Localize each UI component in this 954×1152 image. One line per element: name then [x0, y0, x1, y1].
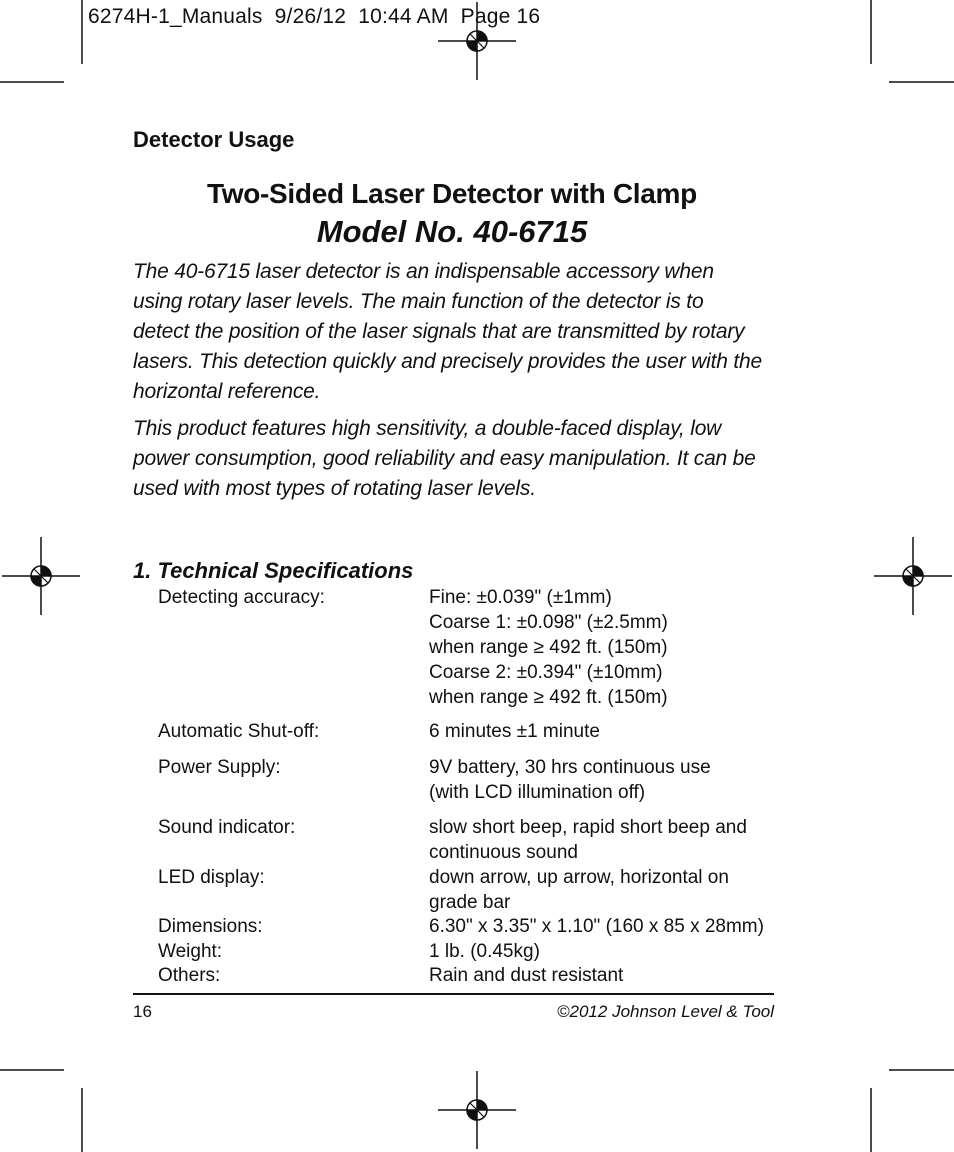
spec-values	[429, 939, 789, 964]
spec-values	[429, 865, 789, 915]
spec-values	[429, 963, 789, 988]
spec-label: Detecting accuracy:	[158, 587, 325, 608]
registration-mark-right	[874, 537, 952, 615]
paragraph-line: The 40-6715 laser detector is an indispensable accessory when	[133, 260, 714, 283]
paragraph-line: used with most types of rotating laser levels.	[133, 477, 536, 500]
spec-label: Sound indicator:	[158, 817, 296, 838]
spec-values	[429, 755, 789, 805]
spec-value: 6 minutes ±1 minute	[429, 721, 600, 742]
intro-paragraph	[133, 257, 783, 407]
paragraph-line: using rotary laser levels. The main function of the detector is to	[133, 290, 704, 313]
spec-value: Fine: ±0.039" (±1mm)	[429, 587, 612, 608]
spec-value: when range ≥ 492 ft. (150m)	[429, 687, 668, 708]
footer-rule	[133, 993, 774, 995]
paragraph-line: detect the position of the laser signals that are transmitted by rotary	[133, 320, 745, 343]
spec-value: continuous sound	[429, 842, 578, 863]
spec-value: Coarse 2: ±0.394" (±10mm)	[429, 662, 663, 683]
registration-mark-bottom	[438, 1071, 516, 1149]
model-number: Model No. 40-6715	[316, 214, 588, 249]
spec-values	[429, 585, 789, 710]
spec-values	[429, 914, 789, 939]
spec-value: 6.30" x 3.35" x 1.10" (160 x 85 x 28mm)	[429, 916, 764, 937]
paragraph-line: horizontal reference.	[133, 380, 321, 403]
spec-label: Automatic Shut-off:	[158, 721, 320, 742]
spec-value: Rain and dust resistant	[429, 965, 624, 986]
spec-value: grade bar	[429, 892, 511, 913]
spec-values	[429, 815, 789, 865]
registration-mark-left	[2, 537, 80, 615]
page-title: Two-Sided Laser Detector with Clamp	[207, 178, 697, 209]
copyright-notice: ©2012 Johnson Level & Tool	[557, 1002, 774, 1021]
spec-value: down arrow, up arrow, horizontal on	[429, 867, 729, 888]
spec-value: slow short beep, rapid short beep and	[429, 817, 747, 838]
spec-label: Power Supply:	[158, 757, 281, 778]
spec-label: LED display:	[158, 867, 265, 888]
spec-label: Dimensions:	[158, 916, 263, 937]
section-label: Detector Usage	[133, 127, 295, 152]
spec-value: 9V battery, 30 hrs continuous use	[429, 757, 711, 778]
spec-value: when range ≥ 492 ft. (150m)	[429, 637, 668, 658]
page-number: 16	[133, 1002, 152, 1021]
spec-label: Others:	[158, 965, 221, 986]
print-slug: 6274H-1_Manuals 9/26/12 10:44 AM Page 16	[88, 5, 541, 28]
paragraph-line: This product features high sensitivity, a double-faced display, low	[133, 417, 722, 440]
spec-value: Coarse 1: ±0.098" (±2.5mm)	[429, 612, 668, 633]
spec-value: (with LCD illumination off)	[429, 782, 646, 803]
specs-heading: 1. Technical Specifications	[133, 558, 414, 583]
features-paragraph	[133, 414, 783, 504]
paragraph-line: lasers. This detection quickly and precisely provides the user with the	[133, 350, 762, 373]
paragraph-line: power consumption, good reliability and easy manipulation. It can be	[133, 447, 756, 470]
spec-label: Weight:	[158, 941, 223, 962]
spec-value: 1 lb. (0.45kg)	[429, 941, 540, 962]
spec-values	[429, 719, 789, 744]
